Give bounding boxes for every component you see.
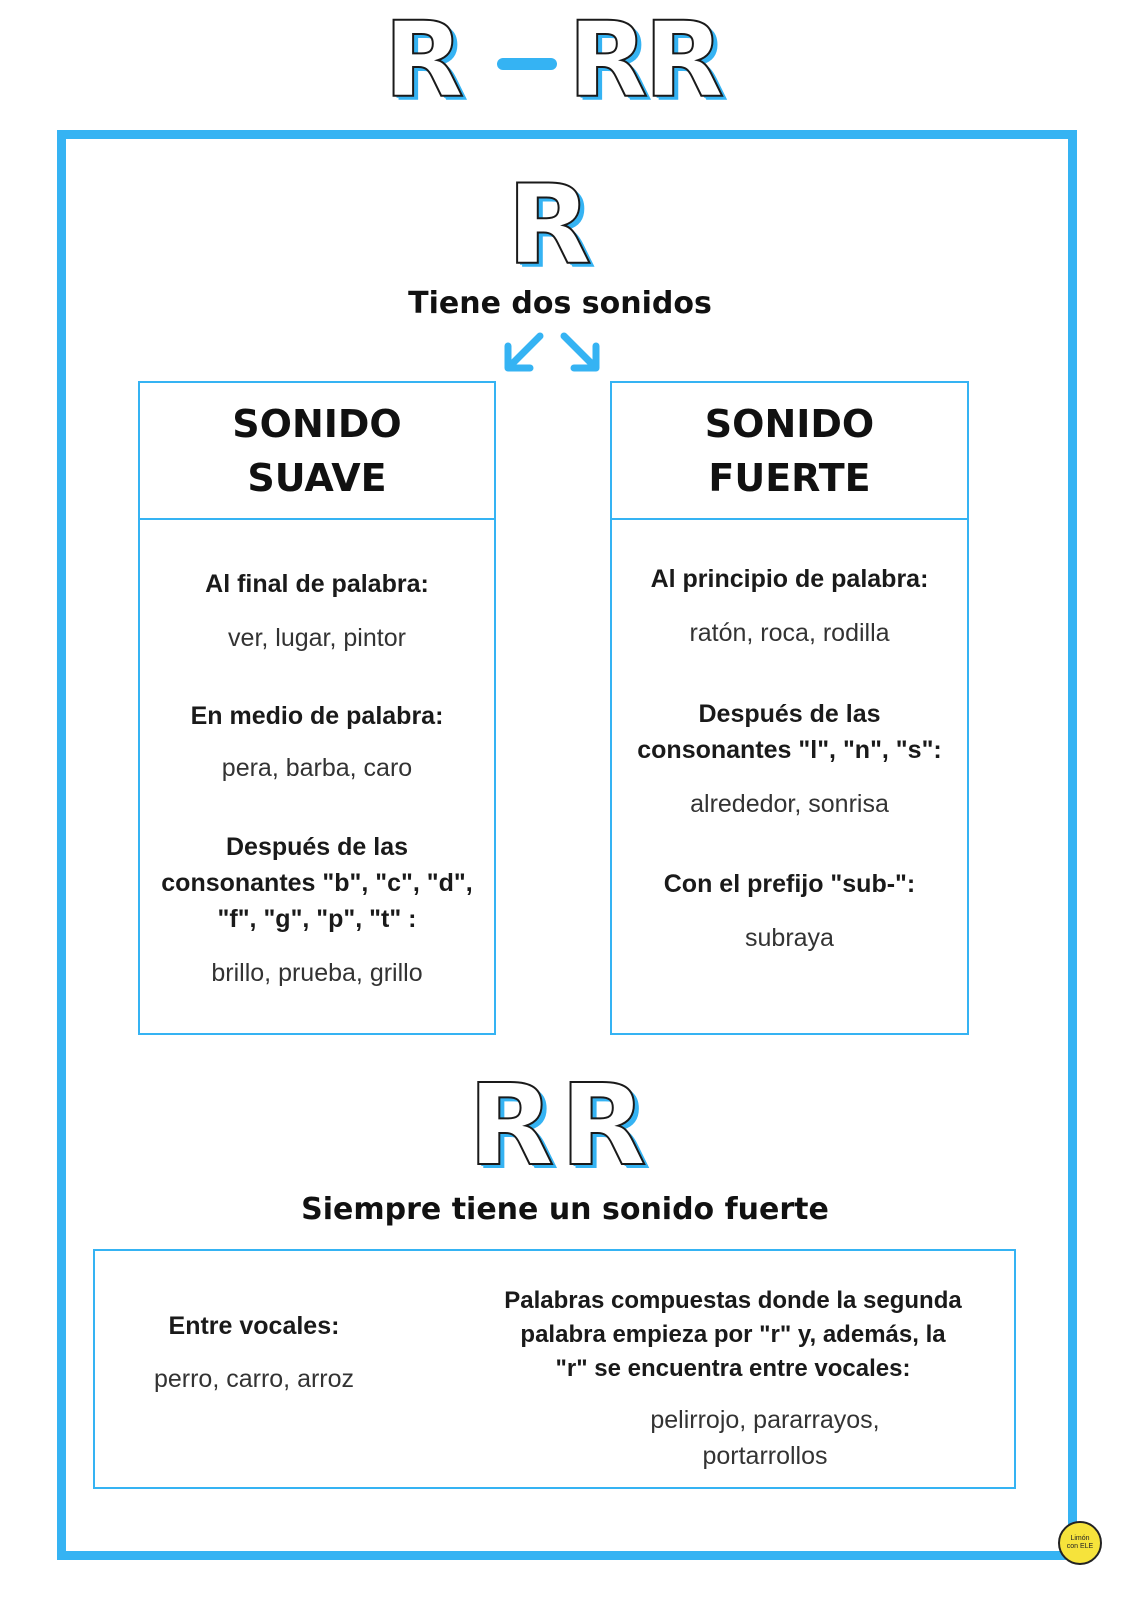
arrow-down-left-icon xyxy=(500,330,550,376)
section-r-letter: R xyxy=(507,161,592,289)
logo-line1: Limón xyxy=(1070,1535,1090,1542)
strong-examples-after-consonants: alrededor, sonrisa xyxy=(690,790,889,818)
title-letters-rr: RR xyxy=(568,0,721,121)
rr-examples-compound-1: pelirrojo, pararrayos, xyxy=(650,1406,880,1434)
lemon-logo xyxy=(1058,1521,1102,1565)
strong-label-start: Al principio de palabra: xyxy=(650,565,929,593)
soft-header-line2: SUAVE xyxy=(247,455,387,500)
strong-examples-start: ratón, roca, rodilla xyxy=(689,619,890,647)
section-rr-letters: RR xyxy=(468,1061,653,1191)
soft-header-line1: SONIDO xyxy=(232,401,402,446)
strong-examples-prefix: subraya xyxy=(745,924,834,952)
soft-sound-header xyxy=(140,383,494,520)
rr-examples-compound-2: portarrollos xyxy=(702,1442,828,1470)
rr-label-compound-1: Palabras compuestas donde la segunda xyxy=(504,1287,962,1314)
title-letter-r: R xyxy=(384,0,465,121)
soft-sound-box xyxy=(138,381,496,1035)
strong-label-after-consonants-1: Después de las xyxy=(698,700,881,728)
soft-examples-middle: pera, barba, caro xyxy=(221,754,413,782)
strong-header-line1: SONIDO xyxy=(704,401,875,446)
rr-label-compound-3: "r" se encuentra entre vocales: xyxy=(555,1355,911,1382)
soft-label-after-consonants-2: consonantes "b", "c", "d", xyxy=(161,869,473,897)
strong-sound-box xyxy=(610,381,969,1035)
soft-examples-after-consonants: brillo, prueba, grillo xyxy=(211,959,423,987)
strong-label-after-consonants-2: consonantes "l", "n", "s": xyxy=(637,736,942,764)
strong-sound-header xyxy=(612,383,967,520)
soft-label-middle: En medio de palabra: xyxy=(190,702,444,730)
rr-label-between-vowels: Entre vocales: xyxy=(168,1312,340,1340)
logo-line2: con ELE xyxy=(1066,1543,1094,1550)
soft-label-final: Al final de palabra: xyxy=(205,570,429,598)
rr-label-compound-2: palabra empieza por "r" y, además, la xyxy=(520,1321,946,1348)
section-rr-heading: Siempre tiene un sonido fuerte xyxy=(301,1192,829,1227)
strong-header-line2: FUERTE xyxy=(708,455,871,500)
title-dash xyxy=(497,58,557,70)
soft-label-after-consonants-3: "f", "g", "p", "t" : xyxy=(217,905,417,933)
section-r-heading: Tiene dos sonidos xyxy=(408,286,712,321)
arrow-down-right-icon xyxy=(554,330,604,376)
strong-label-prefix: Con el prefijo "sub-": xyxy=(663,870,916,898)
soft-examples-final: ver, lugar, pintor xyxy=(228,624,406,652)
rr-examples-between-vowels: perro, carro, arroz xyxy=(153,1365,355,1393)
rr-rules-box xyxy=(93,1249,1016,1489)
soft-label-after-consonants-1: Después de las xyxy=(225,833,409,861)
